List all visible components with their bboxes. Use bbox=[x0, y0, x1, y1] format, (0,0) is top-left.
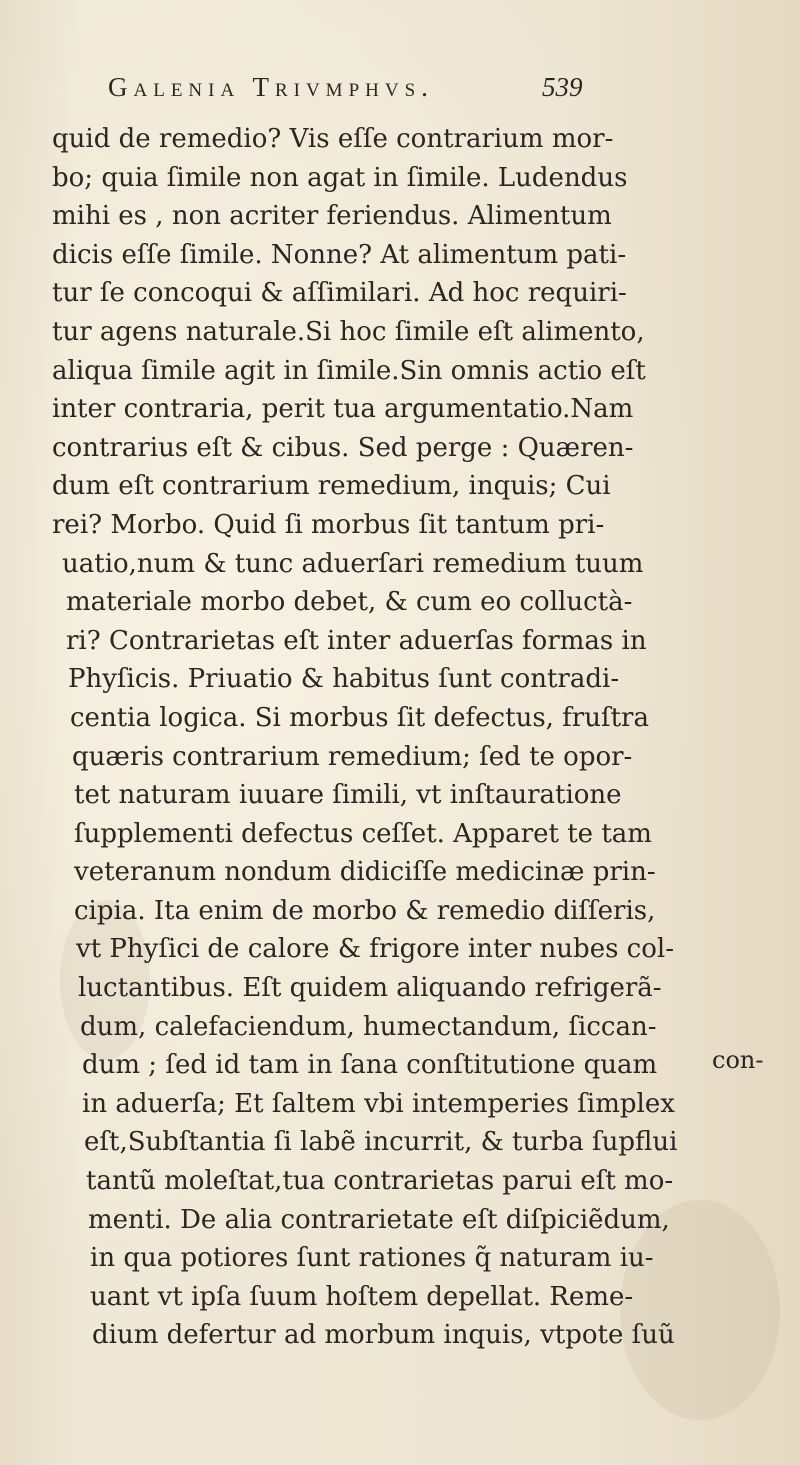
body-text bbox=[52, 120, 772, 1355]
text-line: uant vt ipſa ſuum hoſtem depellat. Reme- bbox=[90, 1281, 634, 1312]
text-line: dum, calefaciendum, humectandum, ſiccan- bbox=[80, 1011, 657, 1042]
text-line: rei? Morbo. Quid ſi morbus ſit tantum pri- bbox=[52, 509, 605, 540]
text-line: ſupplementi defectus ceſſet. Apparet te tam bbox=[74, 818, 652, 849]
text-line: dum ; ſed id tam in ſana conſtitutione quam bbox=[82, 1050, 658, 1081]
text-line: contrarius eſt & cibus. Sed perge : Quæren- bbox=[52, 432, 634, 463]
text-line: quid de remedio? Vis eſſe contrarium mor- bbox=[52, 124, 614, 154]
text-line: bo; quia ſimile non agat in ſimile. Ludendus bbox=[52, 162, 628, 193]
text-line: in qua potiores ſunt rationes q̃ naturam iu- bbox=[90, 1243, 654, 1274]
text-line: menti. De alia contrarietate eſt diſpiciẽdum, bbox=[88, 1204, 670, 1235]
text-line: eſt,Subſtantia ſi labẽ incurrit, & turba ſupflui bbox=[84, 1127, 678, 1158]
running-head-title: Galenia Trivmphvs. bbox=[108, 72, 434, 102]
text-line: tur agens naturale.Si hoc ſimile eſt alimento, bbox=[52, 316, 645, 347]
text-line: aliqua ſimile agit in ſimile.Sin omnis actio eſt bbox=[52, 355, 646, 386]
text-line: inter contraria, perit tua argumentatio.Nam bbox=[52, 394, 634, 425]
text-line: centia logica. Si morbus ſit defectus, fruſtra bbox=[70, 702, 649, 733]
text-line: in aduerſa; Et ſaltem vbi intemperies ſimplex bbox=[82, 1088, 675, 1119]
text-line: quæris contrarium remedium; ſed te opor- bbox=[72, 741, 633, 772]
page-number: 539 bbox=[542, 72, 583, 102]
text-line: Phyſicis. Priuatio & habitus ſunt contradi- bbox=[68, 664, 620, 695]
text-line: tur ſe concoqui & aſſimilari. Ad hoc requiri- bbox=[52, 278, 627, 309]
text-line: uatio,num & tunc aduerſari remedium tuum bbox=[62, 548, 644, 579]
text-line: dum eſt contrarium remedium, inquis; Cui bbox=[52, 471, 611, 502]
text-line: luctantibus. Eſt quidem aliquando refrigerã- bbox=[78, 973, 662, 1004]
text-line: tantũ moleſtat,tua contrarietas parui eſt mo- bbox=[86, 1166, 674, 1197]
text-line: materiale morbo debet, & cum eo colluctà- bbox=[66, 587, 633, 618]
catchword: con- bbox=[712, 1046, 764, 1074]
text-line: cipia. Ita enim de morbo & remedio diſſeris, bbox=[74, 895, 656, 926]
text-line: veteranum nondum didiciſſe medicinæ prin- bbox=[74, 857, 656, 888]
running-head bbox=[108, 72, 628, 112]
text-line: dium defertur ad morbum inquis, vtpote ſuũ bbox=[92, 1320, 675, 1351]
text-line: tet naturam iuuare ſimili, vt inſtauratione bbox=[74, 780, 622, 811]
text-line: mihi es , non acriter feriendus. Alimentum bbox=[52, 201, 612, 232]
text-line: vt Phyſici de calore & frigore inter nubes col- bbox=[76, 934, 674, 965]
text-line: dicis eſſe ſimile. Nonne? At alimentum pati- bbox=[52, 239, 627, 270]
text-line: ri? Contrarietas eſt inter aduerſas formas in bbox=[66, 625, 647, 656]
